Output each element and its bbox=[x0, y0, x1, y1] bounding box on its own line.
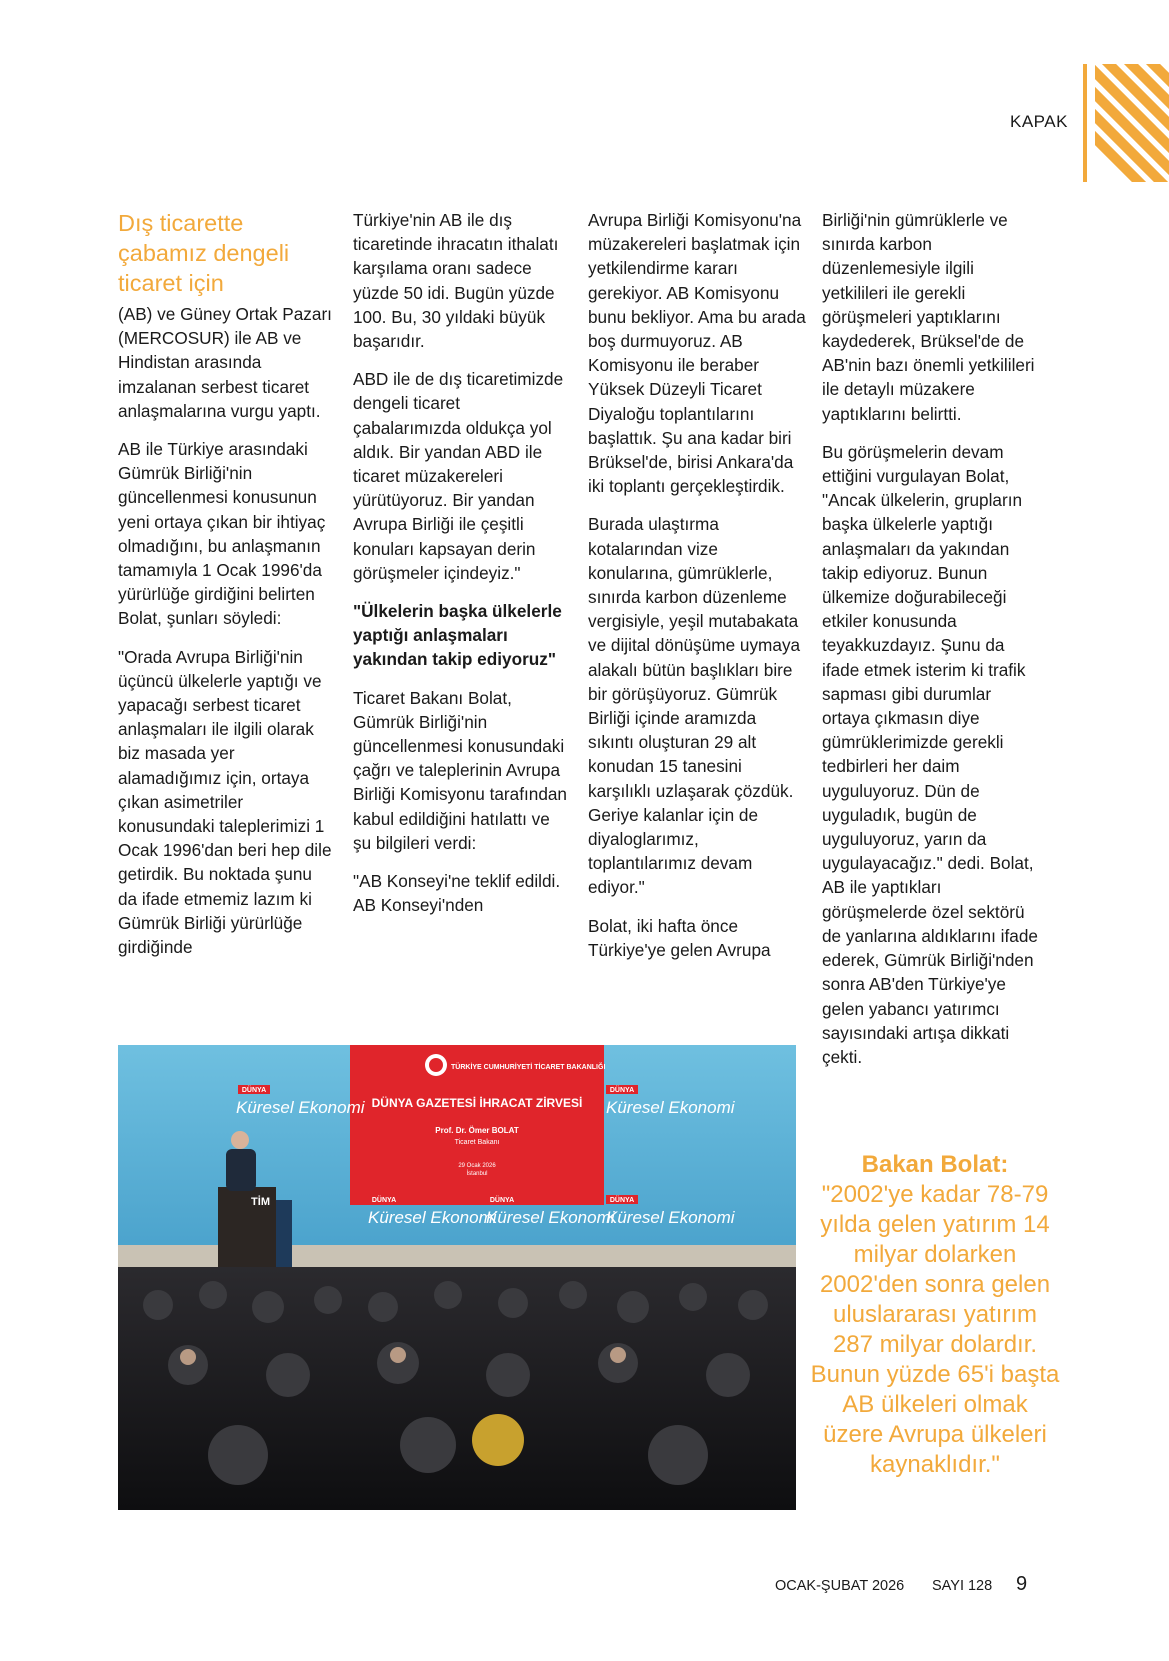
paragraph: Türkiye'nin AB ile dış ticaretinde ihracatın ithalatı karşılama oranı sadece yüzde 50 idi. Bugün yüzde 100. Bu, 30 yıldaki büyük başarıdır. bbox=[353, 210, 559, 352]
section-label: KAPAK bbox=[1010, 112, 1068, 131]
page-number: 9 bbox=[1016, 1573, 1028, 1595]
paragraph: "AB Konseyi'ne teklif edildi. AB Konseyi'nden bbox=[353, 871, 561, 916]
ministry-name: TÜRKİYE CUMHURİYETİ TİCARET BAKANLIĞI bbox=[451, 1064, 606, 1071]
issue-date: OCAK-ŞUBAT 2026 bbox=[775, 1578, 905, 1594]
brand-sub: Küresel Ekonomi bbox=[368, 1208, 497, 1227]
paragraph: Bu görüşmelerin devam ettiğini vurgulayan Bolat, "Ancak ülkelerin, grupların başka ülkelerle yaptığı anlaşmaları da yakından takip ediyoruz. Bunun ülkemize doğurabileceği etkiler konusunda teyakkuzdayız. Şunu da ifade etmek isterim ki trafik sapması gibi durumlar ortaya çıkmasın diye gümrüklerimizde gerekli tedbirleri her daim uyguluyoruz. Dün de uyguladık, bugün de uyguluyoruz, yarın da uygulayacağız." dedi. Bolat, AB ile yaptıkları görüşmelerde özel sektörü de yanlarına aldıklarını ifade ederek, Gümrük Birliği'nden sonra AB'den Türkiye'ye gelen yabancı yatırımcı sayısındaki artışa dikkati çekti. bbox=[822, 441, 1038, 1067]
brand-sub: Küresel Ekonomi bbox=[236, 1098, 365, 1117]
screen-date: 29 Ocak 2026 bbox=[458, 1163, 496, 1169]
paragraph: AB ile Türkiye arasındaki Gümrük Birliği'nin güncellenmesi konusunun yeni ortaya çıkan bir ihtiyaç olmadığını, bu anlaşmanın tamamıyla 1 Ocak 1996'da yürürlüğe girdiğini belirten Bolat, şunları söyledi: bbox=[118, 439, 326, 629]
pull-quote bbox=[810, 1150, 1060, 1480]
screen-title: DÜNYA GAZETESİ İHRACAT ZİRVESİ bbox=[371, 1096, 583, 1110]
stripes-decoration bbox=[1095, 64, 1169, 182]
brand-sub: Küresel Ekonomi bbox=[486, 1208, 615, 1227]
issue-number: SAYI 128 bbox=[932, 1578, 993, 1594]
screen-speaker-role: Ticaret Bakanı bbox=[454, 1139, 500, 1146]
accent-bar bbox=[1083, 64, 1087, 182]
paragraph: Avrupa Birliği Komisyonu'na müzakereleri başlatmak için yetkilendirme kararı gerekiyor. AB Komisyonu bunu bekliyor. Ama bu arada boş durmuyoruz. AB Komisyonu ile beraber Yüksek Düzeyli Ticaret Diyaloğu toplantılarını başlattık. Şu ana kadar biri Brüksel'de, birisi Ankara'da iki toplantı gerçekleştirdik. bbox=[588, 210, 806, 497]
article-column-4 bbox=[822, 208, 1040, 1083]
paragraph: Burada ulaştırma kotalarından vize konularına, gümrüklerle, sınırda karbon düzenleme vergisiyle, yeşil mutabakata ve dijital dönüşüme uymaya alakalı bütün başlıkları bire bir görüşüyoruz. Gümrük Birliği içinde aramızda sıkıntı oluşturan 29 alt konudan 15 tanesini karşılıklı uzlaşarak çözdük. Geriye kalanlar için de diyaloglarımız, toplantılarımız devam ediyor." bbox=[588, 514, 801, 898]
article-column-2 bbox=[353, 208, 569, 931]
article-headline: Dış ticarette çabamız dengeli ticaret için bbox=[118, 210, 290, 296]
brand-label: DÜNYA bbox=[241, 1087, 267, 1094]
paragraph: (AB) ve Güney Ortak Pazarı (MERCOSUR) ile AB ve Hindistan arasında imzalanan serbest ticaret anlaşmalarına vurgu yaptı. bbox=[118, 304, 332, 421]
article-column-1 bbox=[118, 208, 334, 973]
screen-city: İstanbul bbox=[466, 1171, 488, 1177]
brand-label: DÜNYA bbox=[489, 1197, 515, 1204]
brand-sub: Küresel Ekonomi bbox=[606, 1098, 735, 1117]
podium-logo: TİM bbox=[251, 1196, 270, 1208]
quote-title: Bakan Bolat: bbox=[861, 1151, 1009, 1178]
brand-label: DÜNYA bbox=[609, 1197, 635, 1204]
paragraph: Bolat, iki hafta önce Türkiye'ye gelen Avrupa bbox=[588, 915, 771, 960]
article-subhead: "Ülkelerin başka ülkelerle yaptığı anlaşmaları yakından takip ediyoruz" bbox=[353, 601, 562, 670]
paragraph: Ticaret Bakanı Bolat, Gümrük Birliği'nin güncellenmesi konusundaki çağrı ve taleplerinin Avrupa Birliği Komisyonu tarafından kabul edildiğini hatılattı ve şu bilgileri verdi: bbox=[353, 687, 567, 853]
brand-label: DÜNYA bbox=[609, 1087, 635, 1094]
speaker-figure bbox=[231, 1131, 249, 1149]
screen-speaker: Prof. Dr. Ömer BOLAT bbox=[435, 1126, 519, 1135]
paragraph: "Orada Avrupa Birliği'nin üçüncü ülkelerle yaptığı ve yapacağı serbest ticaret anlaşmaları ile ilgili olarak biz masada yer alamadığımız için, ortaya çıkan asimetriler konusundaki taleplerimizi 1 Ocak 1996'dan beri hep dile getirdik. Bu noktada şunu da ifade etmemiz lazım ki Gümrük Birliği yürürlüğe girdiğinde bbox=[118, 646, 332, 958]
brand-sub: Küresel Ekonomi bbox=[606, 1208, 735, 1227]
quote-text: "2002'ye kadar 78-79 yılda gelen yatırım 14 milyar dolarken 2002'den sonra gelen uluslararası yatırım 287 milyar dolardır. Bunun yüzde 65'i başta AB ülkeleri olmak üzere Avrupa ülkeleri kaynaklıdır." bbox=[810, 1181, 1060, 1478]
event-photo bbox=[118, 1045, 796, 1510]
paragraph: ABD ile de dış ticaretimizde dengeli ticaret çabalarımızda oldukça yol aldık. Bir yandan ABD ile ticaret müzakereleri yürütüyoruz. Bir yandan Avrupa Birliği ile çeşitli konuları kapsayan derin görüşmeler içindeyiz." bbox=[353, 369, 564, 583]
article-column-3 bbox=[588, 208, 806, 976]
brand-label: DÜNYA bbox=[371, 1197, 397, 1204]
paragraph: Birliği'nin gümrüklerle ve sınırda karbon düzenlemesiyle ilgili yetkilileri ile gerekli görüşmeleri yaptıklarını kaydederek, Brüksel'de de AB'nin bazı önemli yetkilileri ile detaylı müzakere yaptıklarını belirtti. bbox=[822, 210, 1035, 424]
